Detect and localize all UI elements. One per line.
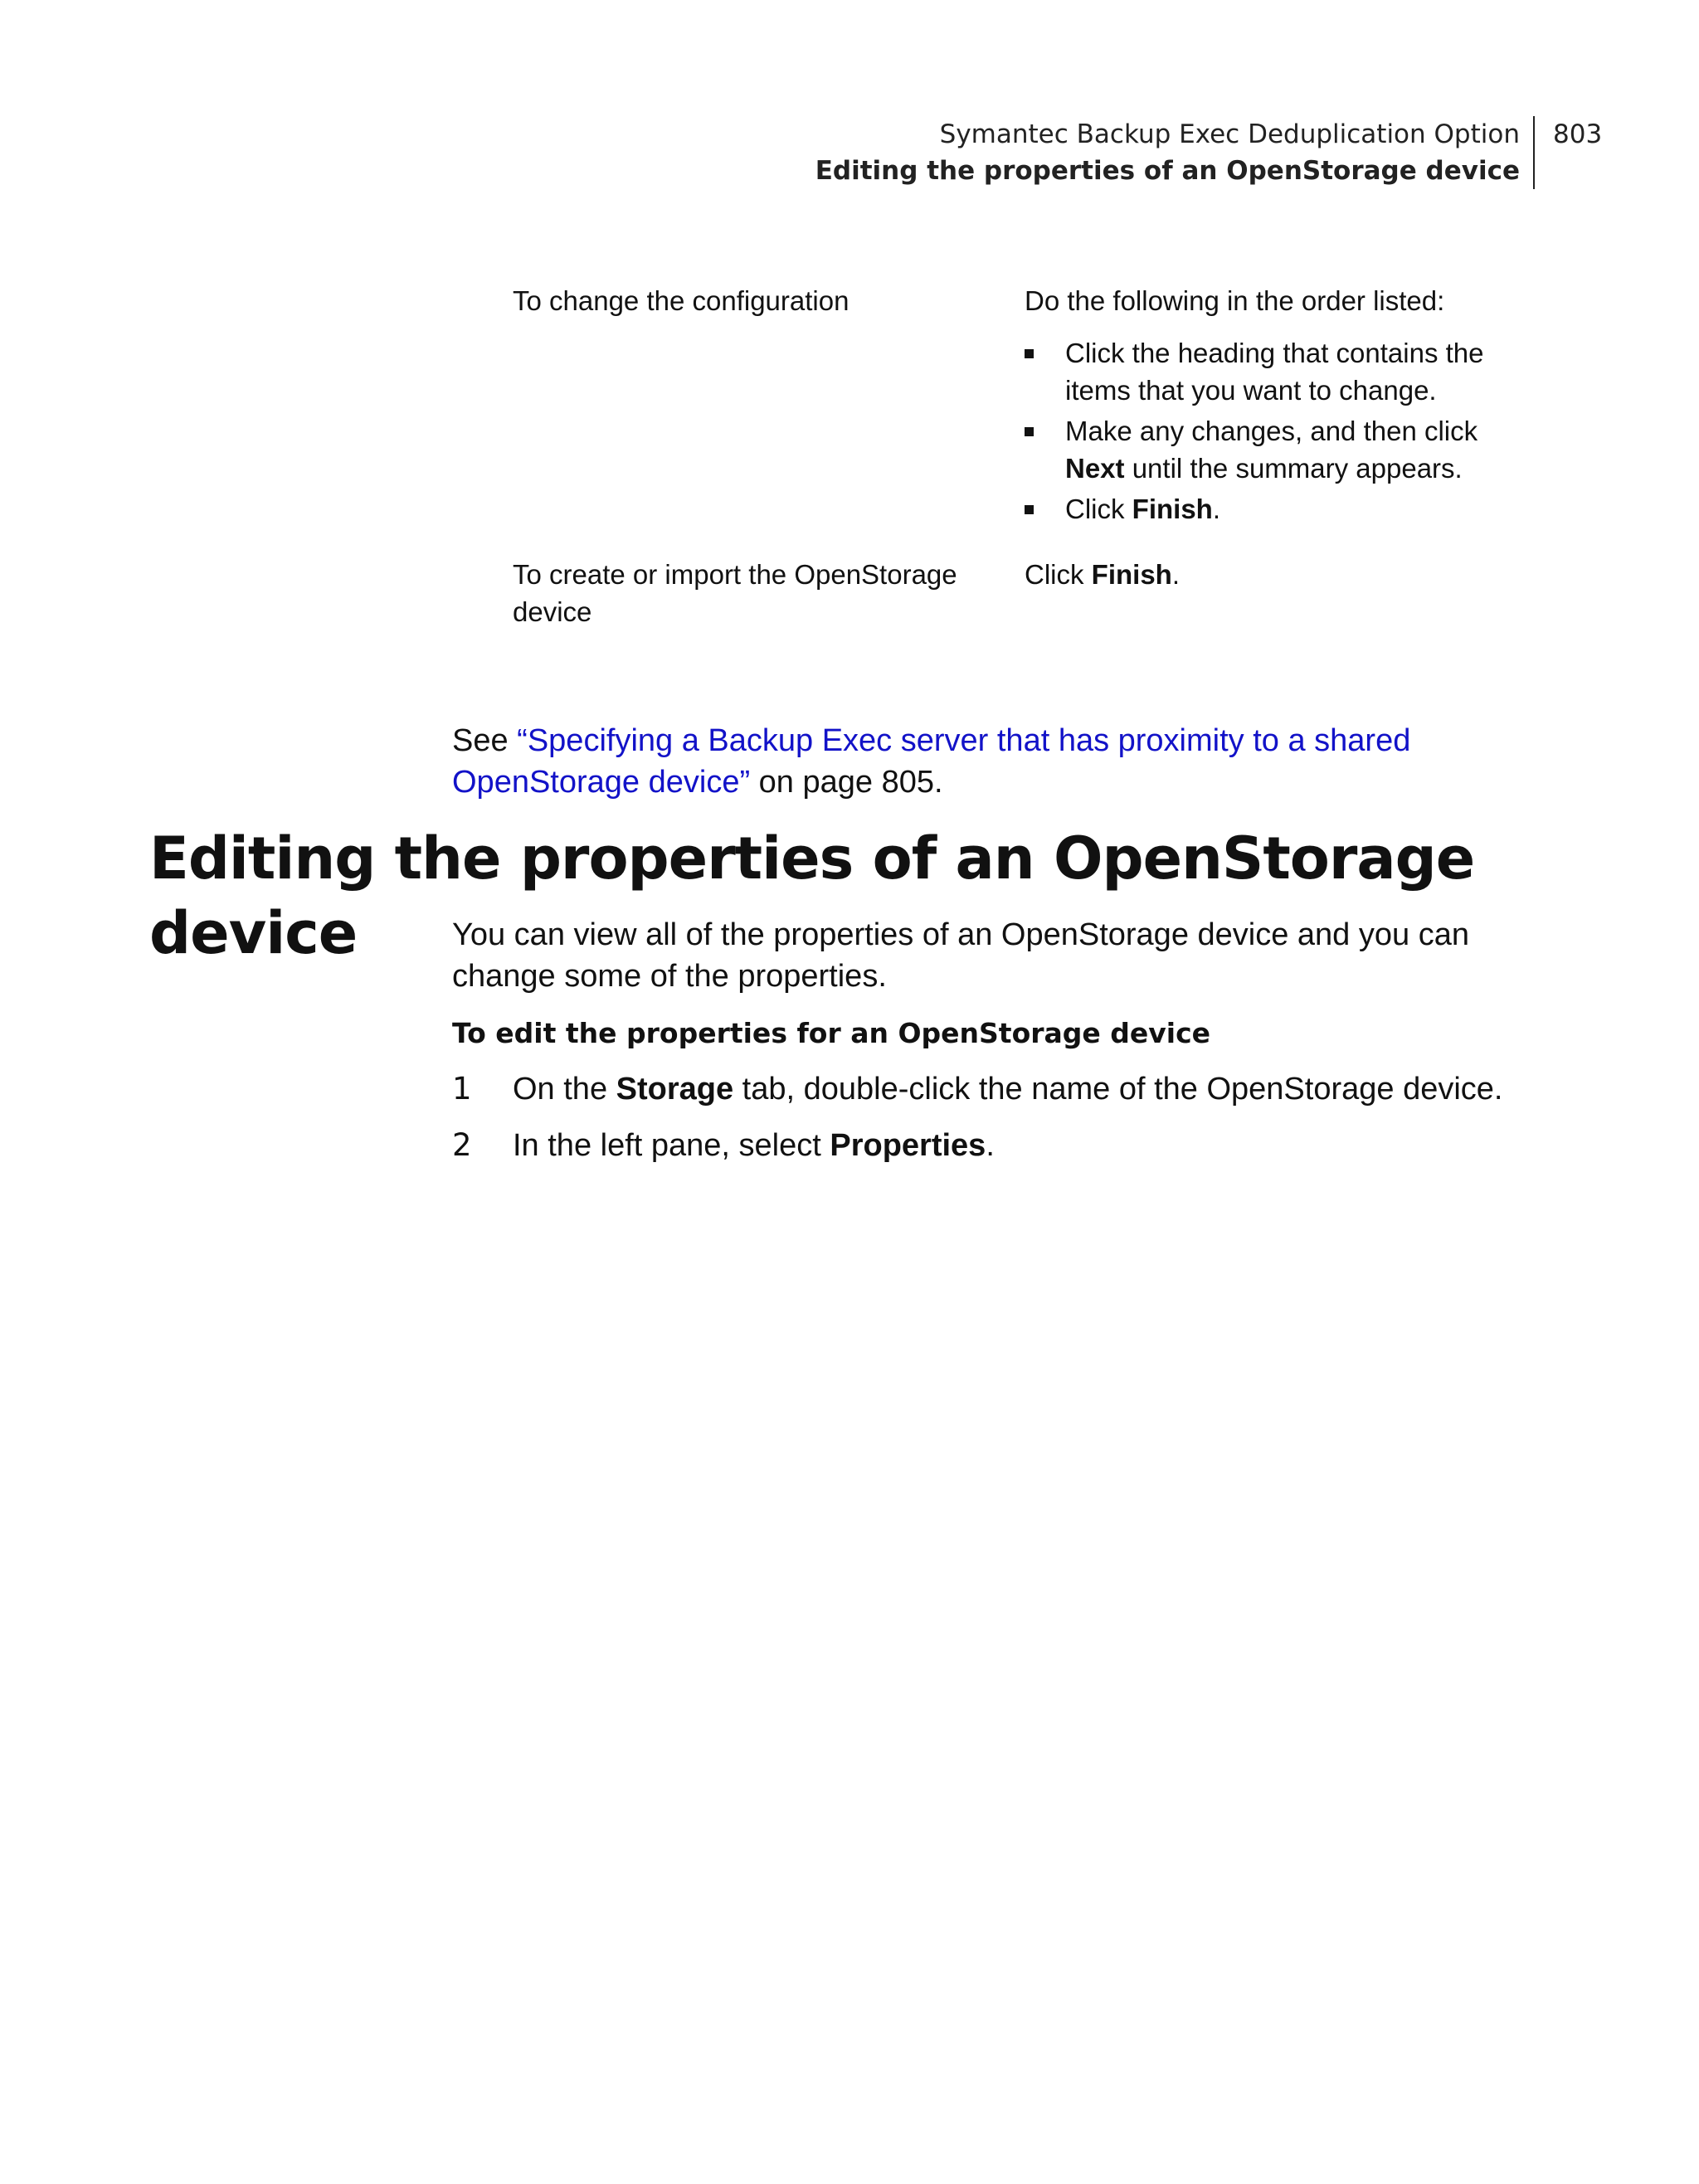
step-number: 2 — [452, 1127, 472, 1163]
action-text-post: . — [1171, 559, 1181, 590]
option-lead: Do the following in the order listed: — [1025, 285, 1445, 316]
bullet-bold-text: Finish — [1132, 494, 1213, 524]
action-bold-text: Finish — [1091, 559, 1172, 590]
step-text — [513, 1125, 995, 1166]
bullet-bold-text: Next — [1065, 453, 1125, 484]
running-head-chapter: Symantec Backup Exec Deduplication Option — [939, 119, 1520, 149]
step-text — [513, 1068, 1502, 1110]
see-also-suffix: on page 805. — [750, 765, 943, 800]
option-action — [1025, 556, 1541, 630]
bullet-text-post: . — [1212, 494, 1221, 524]
table-row — [513, 556, 1541, 630]
bullet-text: Make any changes, and then click — [1065, 416, 1478, 446]
table-row — [513, 282, 1541, 531]
bullet-list — [1025, 334, 1541, 528]
step-text-pre: On the — [513, 1072, 616, 1107]
square-bullet-icon — [1025, 505, 1034, 514]
page-number: 803 — [1553, 119, 1603, 149]
see-also-paragraph — [452, 720, 1555, 803]
cross-reference-link[interactable]: “Specifying a Backup Exec server that has proximity to a shared OpenStorage device” — [452, 723, 1411, 800]
square-bullet-icon — [1025, 427, 1034, 436]
procedure-title: To edit the properties for an OpenStorage device — [452, 1017, 1211, 1049]
bullet-text-post: until the summary appears. — [1124, 453, 1463, 484]
procedure-steps — [452, 1068, 1555, 1181]
step-text-post: tab, double-click the name of the OpenStorage device. — [733, 1072, 1503, 1107]
bullet-text: Click the heading that contains the items that you want to change. — [1065, 338, 1484, 406]
option-condition: To create or import the OpenStorage device — [513, 559, 957, 627]
intro-paragraph: You can view all of the properties of an OpenStorage device and you can change some of the properties. — [452, 917, 1469, 994]
bullet-text: Click — [1065, 494, 1132, 524]
step-text-post: . — [986, 1128, 995, 1163]
square-bullet-icon — [1025, 349, 1034, 358]
list-item — [452, 1068, 1555, 1110]
running-head — [815, 116, 1535, 189]
action-text: Click — [1025, 559, 1092, 590]
step-bold-text: Storage — [616, 1072, 734, 1107]
list-item — [1025, 490, 1541, 528]
running-head-section: Editing the properties of an OpenStorage device — [815, 156, 1520, 186]
list-item — [452, 1125, 1555, 1166]
list-item — [1025, 334, 1541, 409]
step-text-pre: In the left pane, select — [513, 1128, 830, 1163]
option-condition: To change the configuration — [513, 285, 850, 316]
list-item — [1025, 412, 1541, 487]
step-bold-text: Properties — [830, 1128, 986, 1163]
section-title: Editing the properties of an OpenStorage device — [149, 824, 1475, 967]
see-also-prefix: See — [452, 723, 518, 758]
step-number: 1 — [452, 1071, 472, 1107]
option-action — [1025, 282, 1541, 531]
options-table — [513, 282, 1541, 655]
